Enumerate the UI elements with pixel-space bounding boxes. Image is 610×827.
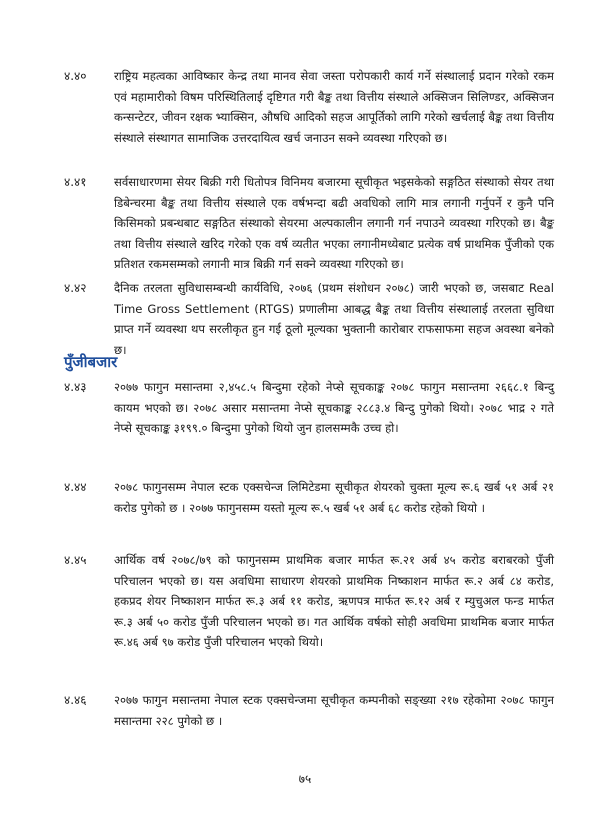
paragraph-text: आर्थिक वर्ष २०७८/७९ को फागुनसम्म प्राथमिक बजार मार्फत रू.२१ अर्ब ४५ करोड बराबरको पुँजी परिचालन भएको छ। यस अवधिमा साधारण शेयरको प्राथमिक निष्काशन मार्फत रू.२ अर्ब ८४ करोड, हकप्रद शेयर निष्काशन मार्फत रू.३ अर्ब ११ करोड, ऋणपत्र मार्फत रू.१२ अर्ब र म्युचुअल फन्ड मार्फत रू.३ अर्ब ५० करोड पुँजी परिचालन भएको छ। गत आर्थिक वर्षको सोही अवधिमा प्राथमिक बजार मार्फत रू.४६ अर्ब ९७ करोड पुँजी परिचालन भएको थियो। xyxy=(114,553,554,649)
section-heading: पुँजीबजार xyxy=(64,353,118,371)
paragraph-text: २०७७ फागुन मसान्तमा २,४५८.५ बिन्दुमा रहेको नेप्से सूचकाङ्क २०७८ फागुन मसान्तमा २६६८.१ बिन्दु कायम भएको छ। २०७८ असार मसान्तमा नेप्से सूचकाङ्क २८८३.४ बिन्दु पुगेको थियो। २०७८ भाद्र २ गते नेप्से सूचकाङ्क ३१९९.० बिन्दुमा पुगेको थियो जुन हालसम्मकै उच्च हो। xyxy=(114,380,554,435)
paragraph-text: २०७८ फागुनसम्म नेपाल स्टक एक्सचेन्ज लिमिटेडमा सूचीकृत शेयरको चुक्ता मूल्य रू.६ खर्ब ५१ अर्ब २१ करोड पुगेको छ । २०७७ फागुनसम्म यस्तो मूल्य रू.५ खर्ब ५१ अर्ब ६८ करोड रहेको थियो । xyxy=(114,480,554,515)
paragraph-number: ४.४३ xyxy=(64,380,87,394)
page-number: ७५ xyxy=(298,772,312,786)
paragraph-number: ४.४५ xyxy=(64,553,87,567)
paragraph-number: ४.४६ xyxy=(64,693,87,707)
paragraph-number: ४.४२ xyxy=(64,281,87,295)
paragraph-number: ४.४१ xyxy=(64,175,87,189)
paragraph-text: दैनिक तरलता सुविधासम्बन्धी कार्यविधि, २०७६ (प्रथम संशोधन २०७८) जारी भएको छ, जसबाट Real Time Gross Settlement (RTGS) प्रणालीमा आबद्ध बैङ्क तथा वित्तीय संस्थालाई तरलता सुविधा प्राप्त गर्ने व्यवस्था थप सरलीकृत हुन गई ठूलो मूल्यका भुक्तानी कारोबार राफसाफमा सहज अवस्था बनेको छ। xyxy=(114,281,554,357)
paragraph-text: राष्ट्रिय महत्वका आविष्कार केन्द्र तथा मानव सेवा जस्ता परोपकारी कार्य गर्ने संस्थालाई प्रदान गरेको रकम एवं महामारीको विषम परिस्थितिलाई दृष्टिगत गरी बैङ्क तथा वित्तीय संस्थाले अक्सिजन सिलिण्डर, अक्सिजन कन्सन्टेटर, जीवन रक्षक भ्याक्सिन, औषधि आदिको सहज आपूर्तिको लागि गरेको खर्चलाई बैङ्क तथा वित्तीय संस्थाले संस्थागत सामाजिक उत्तरदायित्व खर्च जनाउन सक्ने व्यवस्था गरिएको छ। xyxy=(114,69,554,145)
paragraph-text: २०७७ फागुन मसान्तमा नेपाल स्टक एक्सचेन्जमा सूचीकृत कम्पनीको सङ्ख्या २१७ रहेकोमा २०७८ फागुन मसान्तमा २२८ पुगेको छ । xyxy=(114,693,554,728)
paragraph-text: सर्वसाधारणमा सेयर बिक्री गरी धितोपत्र विनिमय बजारमा सूचीकृत भइसकेको सङ्गठित संस्थाको सेयर तथा डिबेन्चरमा बैङ्क तथा वित्तीय संस्थाले एक वर्षभन्दा बढी अवधिको लागि मात्र लगानी गर्नुपर्ने र कुनै पनि किसिमको प्रबन्धबाट सङ्गठित संस्थाको सेयरमा अल्पकालीन लगानी गर्न नपाउने व्यवस्था गरिएको छ। बैङ्क तथा वित्तीय संस्थाले खरिद गरेको एक वर्ष व्यतीत भएका लगानीमध्येबाट प्रत्येक वर्ष प्राथमिक पुँजीको एक प्रतिशत रकमसम्मको लगानी मात्र बिक्री गर्न सक्ने व्यवस्था गरिएको छ। xyxy=(114,175,554,271)
paragraph-number: ४.४४ xyxy=(64,480,87,494)
paragraph-number: ४.४० xyxy=(64,69,87,83)
